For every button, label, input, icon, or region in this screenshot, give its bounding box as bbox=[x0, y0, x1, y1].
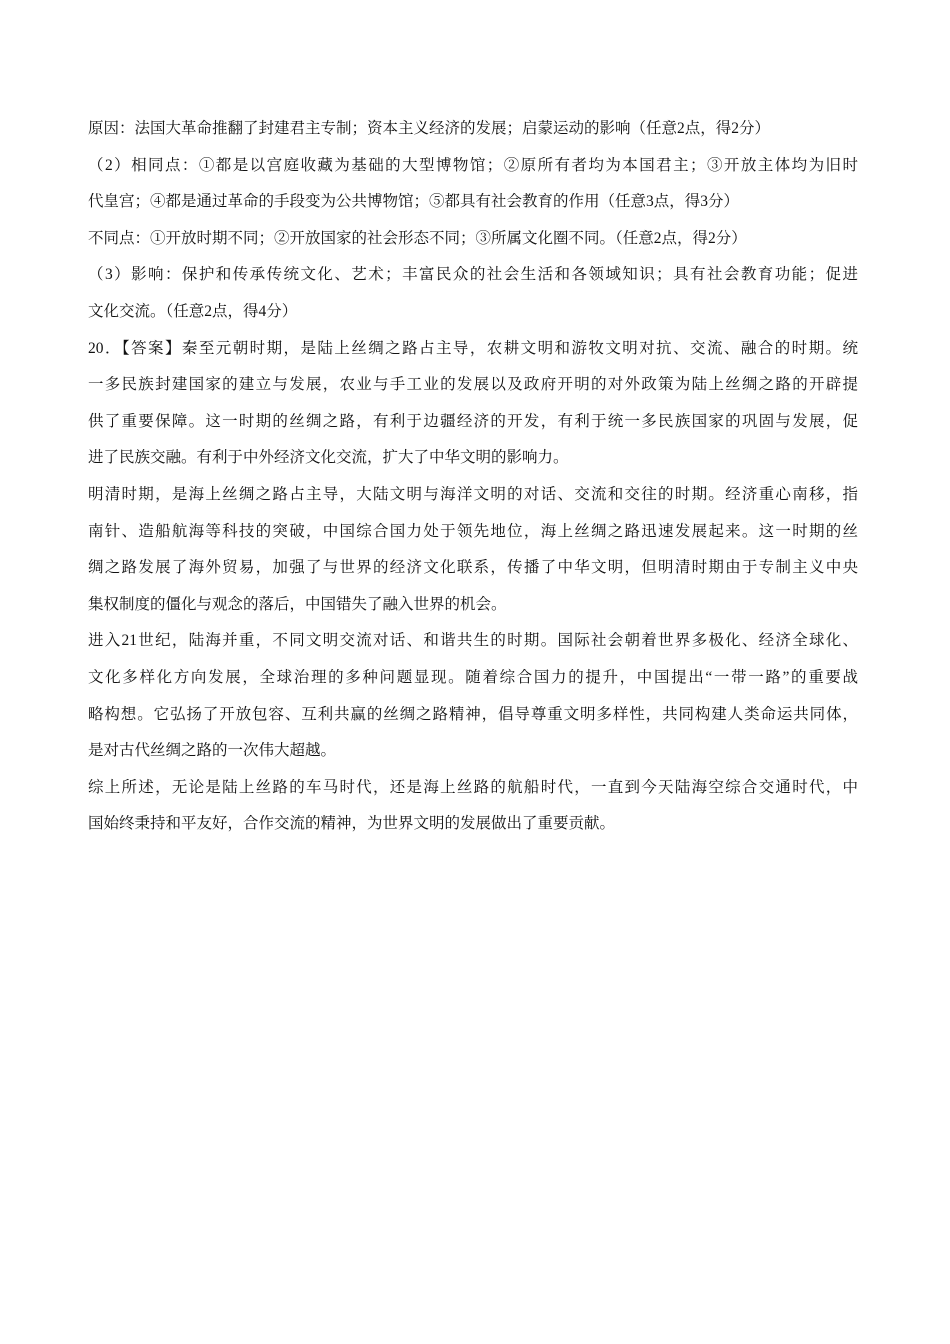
paragraph bbox=[88, 770, 858, 843]
text-line: 绸之路发展了海外贸易，加强了与世界的经济文化联系，传播了中华文明，但明清时期由于专制主义中央 bbox=[88, 559, 858, 577]
document-body bbox=[88, 111, 858, 843]
text-line: 供了重要保障。这一时期的丝绸之路，有利于边疆经济的开发，有利于统一多民族国家的巩固与发展，促 bbox=[88, 412, 858, 430]
text-line: 一多民族封建国家的建立与发展，农业与手工业的发展以及政府开明的对外政策为陆上丝绸之路的开辟提 bbox=[88, 376, 858, 394]
paragraph bbox=[88, 148, 858, 221]
text-line: 进入21世纪，陆海并重，不同文明交流对话、和谐共生的时期。国际社会朝着世界多极化、经济全球化、 bbox=[88, 632, 858, 650]
text-line: 原因：法国大革命推翻了封建君主专制；资本主义经济的发展；启蒙运动的影响（任意2点，得2分） bbox=[88, 120, 771, 137]
text-line: 综上所述，无论是陆上丝路的车马时代，还是海上丝路的航船时代，一直到今天陆海空综合交通时代，中 bbox=[88, 778, 858, 796]
paragraph bbox=[88, 111, 858, 148]
text-line: 文化交流。（任意2点，得4分） bbox=[88, 302, 298, 320]
paragraph bbox=[88, 257, 858, 330]
text-line: 进了民族交融。有利于中外经济文化交流，扩大了中华文明的影响力。 bbox=[88, 449, 569, 467]
text-line: （2）相同点：①都是以宫庭收藏为基础的大型博物馆；②原所有者均为本国君主；③开放主体均为旧时 bbox=[88, 156, 858, 174]
text-line: 是对古代丝绸之路的一次伟大超越。 bbox=[88, 742, 337, 760]
paragraph bbox=[88, 477, 858, 623]
text-line: 集权制度的僵化与观念的落后，中国错失了融入世界的机会。 bbox=[88, 595, 507, 613]
text-line: 文化多样化方向发展，全球治理的多种问题显现。随着综合国力的提升，中国提出“一带一路”的重要战 bbox=[88, 668, 858, 686]
paragraph bbox=[88, 331, 858, 477]
text-line: （3）影响：保护和传承传统文化、艺术；丰富民众的社会生活和各领域知识；具有社会教育功能；促进 bbox=[88, 266, 858, 284]
text-line: 20．【答案】秦至元朝时期，是陆上丝绸之路占主导，农耕文明和游牧文明对抗、交流、融合的时期。统 bbox=[88, 339, 858, 357]
text-line: 略构想。它弘扬了开放包容、互利共赢的丝绸之路精神，倡导尊重文明多样性，共同构建人类命运共同体， bbox=[88, 705, 858, 723]
text-line: 代皇宫；④都是通过革命的手段变为公共博物馆；⑤都具有社会教育的作用（任意3点，得3分） bbox=[88, 193, 740, 211]
paragraph bbox=[88, 221, 858, 258]
text-line: 南针、造船航海等科技的突破，中国综合国力处于领先地位，海上丝绸之路迅速发展起来。这一时期的丝 bbox=[88, 522, 858, 540]
paragraph bbox=[88, 623, 858, 769]
text-line: 不同点：①开放时期不同；②开放国家的社会形态不同；③所属文化圈不同。（任意2点，得2分） bbox=[88, 229, 747, 247]
text-line: 国始终秉持和平友好，合作交流的精神，为世界文明的发展做出了重要贡献。 bbox=[88, 815, 616, 833]
text-line: 明清时期，是海上丝绸之路占主导，大陆文明与海洋文明的对话、交流和交往的时期。经济重心南移，指 bbox=[88, 485, 858, 503]
